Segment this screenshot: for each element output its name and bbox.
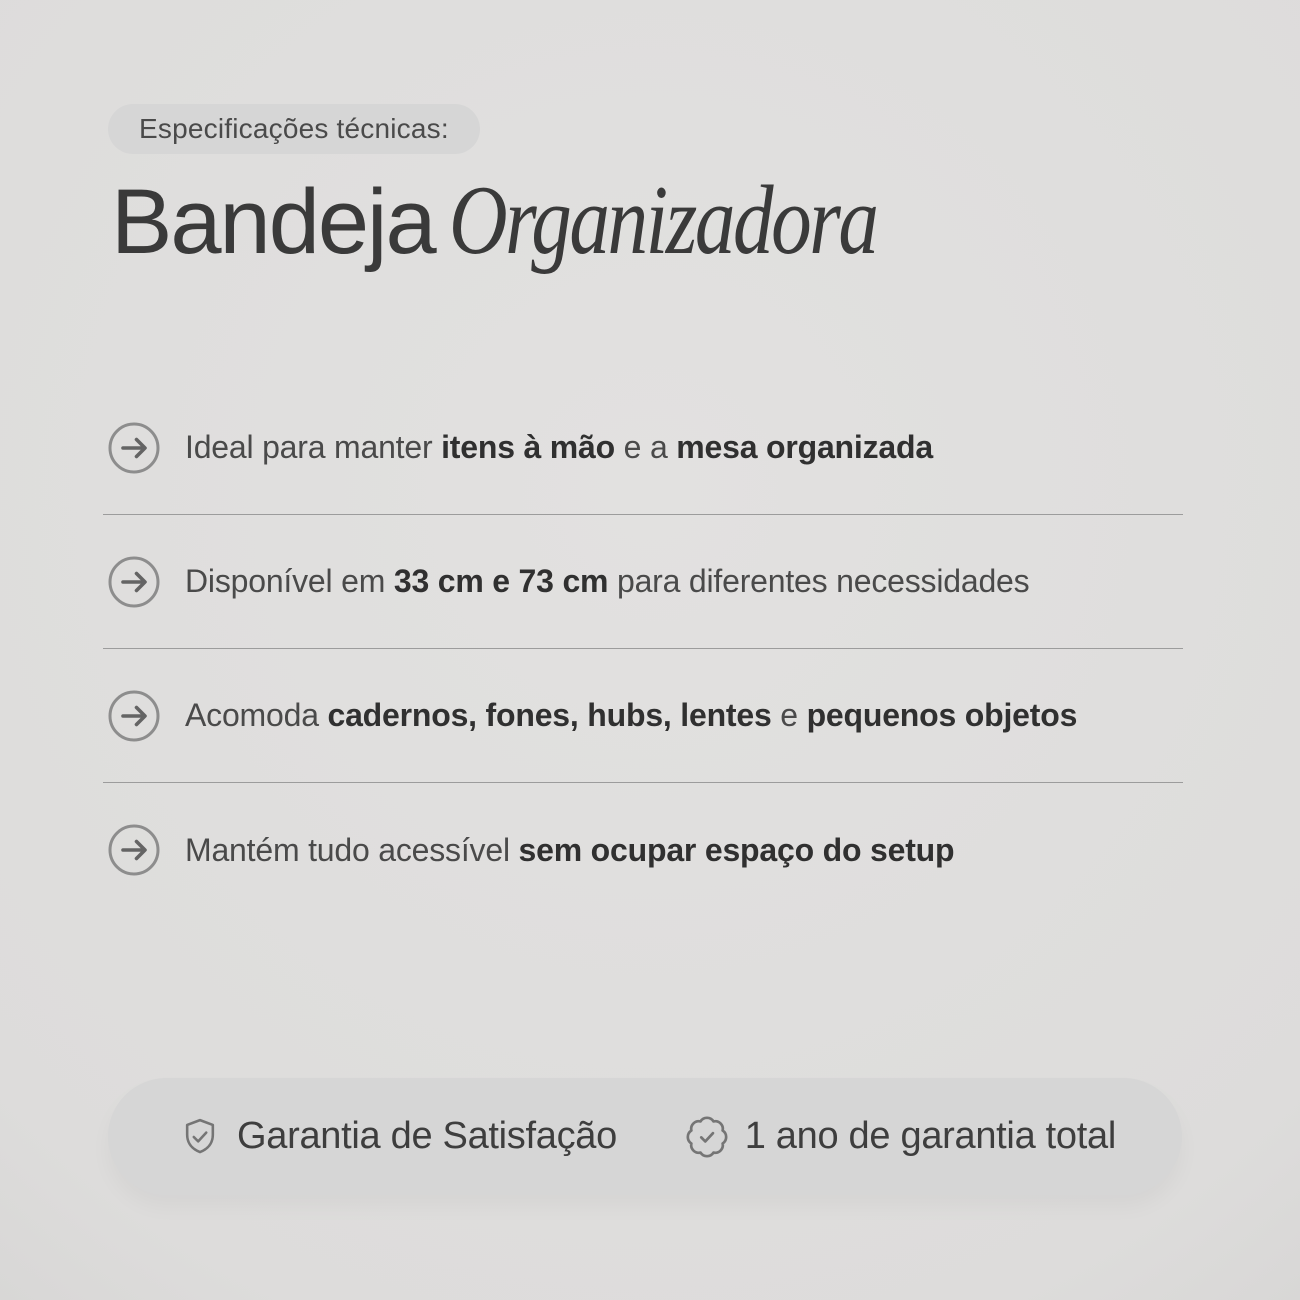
feature-text <box>185 429 933 466</box>
feature-text-segment: para diferentes necessidades <box>608 563 1030 599</box>
guarantee-label: Garantia de Satisfação <box>237 1115 617 1157</box>
feature-row <box>103 649 1183 783</box>
guarantee-bar <box>108 1078 1182 1195</box>
feature-text <box>185 697 1077 734</box>
feature-text-bold: itens à mão <box>441 429 615 465</box>
feature-text-segment: Ideal para manter <box>185 429 442 465</box>
feature-text-segment: Acomoda <box>185 697 328 733</box>
feature-text <box>185 832 954 869</box>
specs-badge-label: Especificações técnicas: <box>139 113 449 144</box>
shield-check-icon <box>178 1115 222 1159</box>
page-title <box>111 164 970 278</box>
feature-text-segment: e a <box>614 429 677 465</box>
feature-text-bold: cadernos, fones, hubs, lentes <box>327 697 772 733</box>
feature-list <box>103 381 1183 917</box>
page-title-italic: Organizadora <box>448 166 877 275</box>
seal-check-icon <box>684 1114 730 1160</box>
feature-text-bold: mesa organizada <box>676 429 933 465</box>
feature-text-segment: Disponível em <box>185 563 394 599</box>
arrow-right-circle-icon <box>108 824 160 876</box>
arrow-right-circle-icon <box>108 690 160 742</box>
feature-text-bold: pequenos objetos <box>806 697 1078 733</box>
arrow-right-circle-icon <box>108 422 160 474</box>
feature-text-segment: Mantém tudo acessível <box>185 831 519 868</box>
page-title-regular: Bandeja <box>111 171 435 273</box>
specs-badge <box>108 104 480 154</box>
feature-text-segment: e <box>771 697 807 733</box>
arrow-right-circle-icon <box>108 556 160 608</box>
guarantee-item-warranty <box>684 1114 1116 1160</box>
feature-row <box>103 515 1183 649</box>
feature-text-bold: 33 cm e 73 cm <box>393 563 609 599</box>
feature-text-bold: sem ocupar espaço do setup <box>518 831 955 868</box>
guarantee-item-satisfaction <box>178 1115 617 1159</box>
feature-row <box>103 381 1183 515</box>
feature-text <box>185 563 1029 600</box>
guarantee-label: 1 ano de garantia total <box>744 1115 1116 1157</box>
feature-row <box>103 783 1183 917</box>
